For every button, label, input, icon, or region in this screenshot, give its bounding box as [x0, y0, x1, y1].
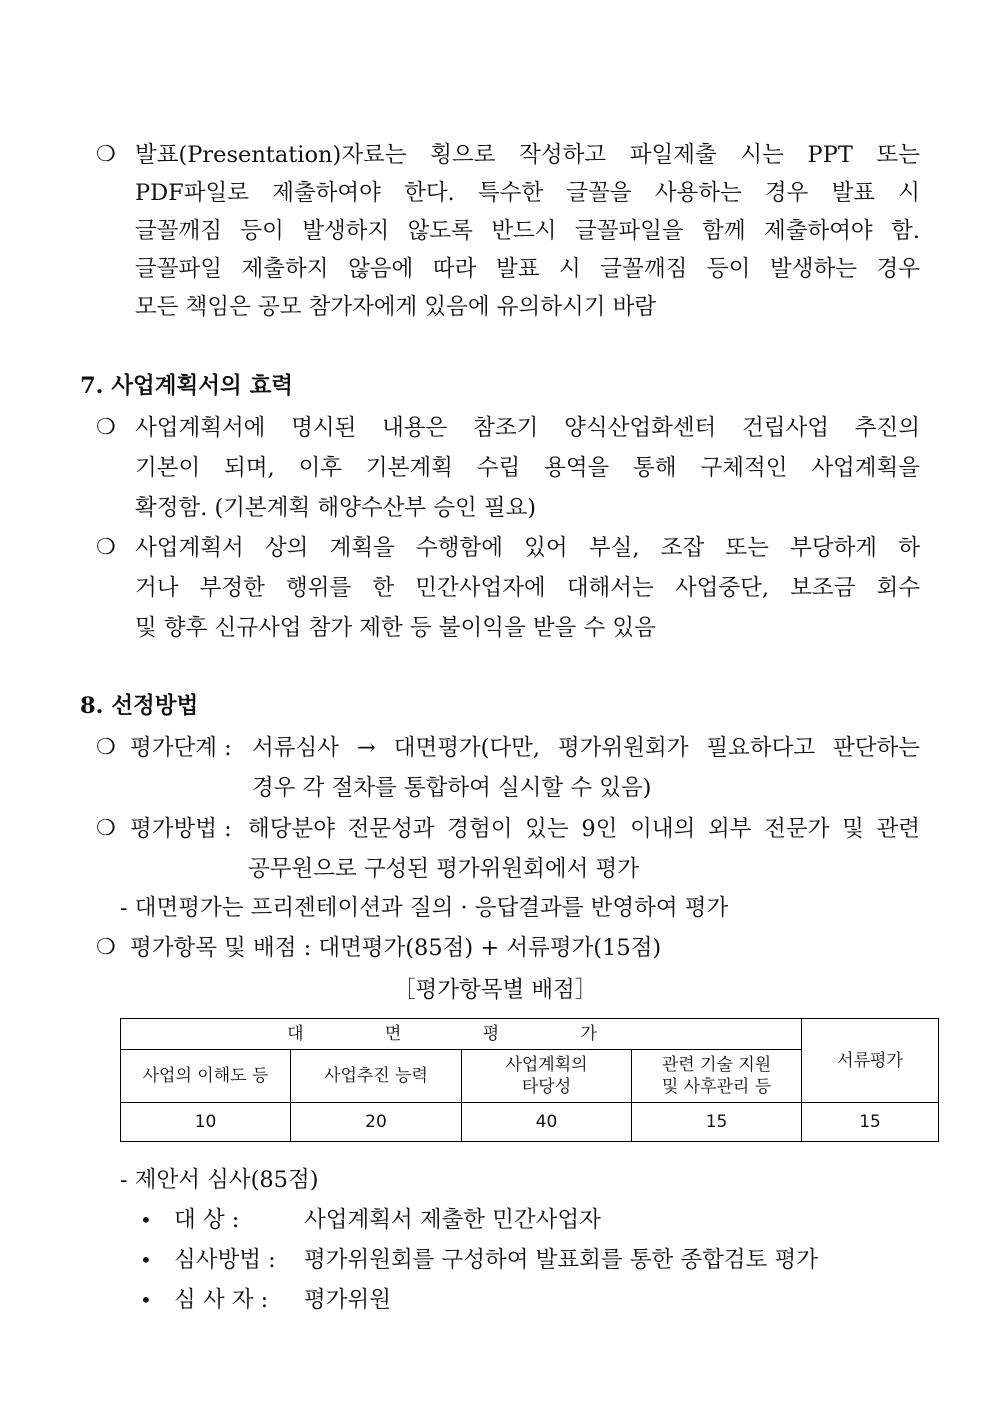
score-cell: 40 [462, 1103, 632, 1142]
circle-bullet-icon: ❍ [96, 935, 116, 960]
table-caption: ［평가항목별 배점］ [393, 977, 598, 1003]
circle-bullet-icon: ❍ [96, 415, 116, 440]
paragraph-line: 글꼴깨짐 등이 발생하지 않도록 반드시 글꼴파일을 함께 제출하여야 함. [135, 218, 920, 244]
method-label: 평가방법 : [130, 816, 232, 842]
column-header [632, 1050, 802, 1103]
dot-bullet-icon: • [140, 1248, 152, 1272]
doc-header-cell: 서류평가 [802, 1019, 939, 1103]
paragraph-line: PDF파일로 제출하여야 한다. 특수한 글꼴을 사용하는 경우 발표 시 [135, 180, 920, 206]
items-line: 평가항목 및 배점 : 대면평가(85점) + 서류평가(15점) [130, 935, 662, 961]
proposal-label: 심사방법 : [174, 1247, 276, 1273]
column-header-line: 관련 기술 지원 [661, 1055, 772, 1075]
dot-bullet-icon: • [140, 1288, 152, 1312]
column-header-line: 사업계획의 [505, 1055, 588, 1075]
circle-bullet-icon: ❍ [96, 142, 116, 167]
column-header [462, 1050, 632, 1103]
paragraph-line: 확정함. (기본계획 해양수산부 승인 필요) [135, 495, 537, 521]
method-note: - 대면평가는 프리젠테이션과 질의 · 응답결과를 반영하여 평가 [120, 895, 729, 921]
paragraph-line: 서류심사 → 대면평가(다만, 평가위원회가 필요하다고 판단하는 [252, 735, 920, 761]
group-header: 대 면 평 가 [287, 1024, 635, 1044]
column-header: 사업추진 능력 [291, 1050, 462, 1103]
score-cell: 20 [291, 1103, 462, 1142]
paragraph-line: 글꼴파일 제출하지 않음에 따라 발표 시 글꼴깨짐 등이 발생하는 경우 [135, 256, 920, 282]
section-heading: 7. 사업계획서의 효력 [80, 373, 294, 399]
score-cell: 15 [802, 1103, 939, 1142]
circle-bullet-icon: ❍ [96, 735, 116, 760]
column-header: 사업의 이해도 등 [121, 1050, 291, 1103]
proposal-text: 평가위원 [304, 1287, 391, 1313]
paragraph-line: 사업계획서 상의 계획을 수행함에 있어 부실, 조잡 또는 부당하게 하 [135, 535, 920, 561]
proposal-title: - 제안서 심사(85점) [120, 1167, 319, 1193]
column-header-line: 및 사후관리 등 [661, 1077, 772, 1097]
dot-bullet-icon: • [140, 1208, 152, 1232]
paragraph-line: 해당분야 전문성과 경험이 있는 9인 이내의 외부 전문가 및 관련 [248, 816, 920, 842]
circle-bullet-icon: ❍ [96, 535, 116, 560]
paragraph-line: 발표(Presentation)자료는 횡으로 작성하고 파일제출 시는 PPT 또는 [135, 142, 920, 168]
paragraph-line: 모든 책임은 공모 참가자에게 있음에 유의하시기 바람 [135, 294, 657, 320]
circle-bullet-icon: ❍ [96, 816, 116, 841]
proposal-label: 대 상 : [174, 1207, 240, 1233]
paragraph-line: 및 향후 신규사업 참가 제한 등 불이익을 받을 수 있음 [135, 615, 656, 641]
score-cell: 10 [121, 1103, 291, 1142]
score-table [120, 1018, 939, 1142]
proposal-text: 사업계획서 제출한 민간사업자 [304, 1207, 601, 1233]
column-header-line: 타당성 [521, 1077, 572, 1097]
proposal-text: 평가위원회를 구성하여 발표회를 통한 종합검토 평가 [304, 1247, 818, 1273]
group-header-cell [121, 1019, 802, 1050]
paragraph-line: 공무원으로 구성된 평가위원회에서 평가 [248, 856, 639, 882]
stage-label: 평가단계 : [130, 735, 232, 761]
section-heading: 8. 선정방법 [80, 693, 199, 719]
paragraph-line: 기본이 되며, 이후 기본계획 수립 용역을 통해 구체적인 사업계획을 [135, 455, 920, 481]
proposal-label: 심 사 자 : [174, 1287, 269, 1313]
paragraph-line: 경우 각 절차를 통합하여 실시할 수 있음) [252, 775, 652, 801]
paragraph-line: 사업계획서에 명시된 내용은 참조기 양식산업화센터 건립사업 추진의 [135, 415, 920, 441]
paragraph-line: 거나 부정한 행위를 한 민간사업자에 대해서는 사업중단, 보조금 회수 [135, 575, 920, 601]
score-cell: 15 [632, 1103, 802, 1142]
